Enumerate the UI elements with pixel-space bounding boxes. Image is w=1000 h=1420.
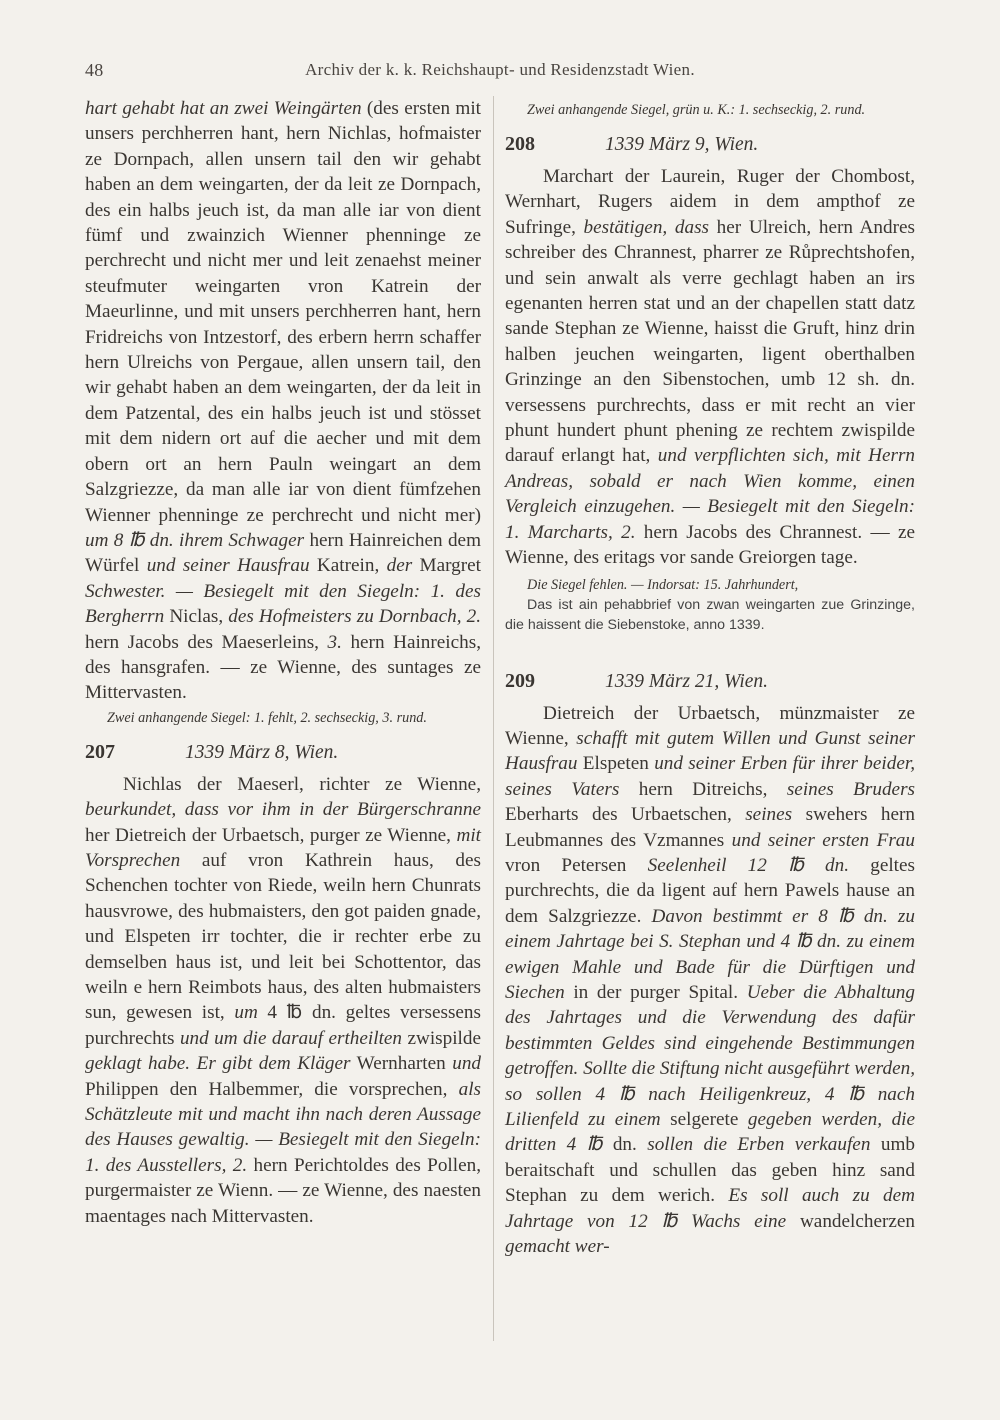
text-run: her Ulreich, hern Andres schreiber des Chrannest, pharrer ze Růprechtshofen, und sein anwalt als verre gechlagt haben an irs egenanten herren stat und an der chapellen statt datz sande Stephan ze Wienne, haisst die Gruft, hinz drin halben jeuchen weingarten, ligent oberthalben Grinzinge an den Sibenstochen, umb 12 sh. dn. versessens purchrechts, dass er mit recht an vier phunt hundert phunt phening ze rechtem zwispilde darauf erlangt hat,: [505, 216, 915, 467]
text-run: selgerete: [660, 1109, 748, 1130]
italic-run: gegeben werden, die dritten 4 ℔: [505, 1109, 916, 1156]
text-run: Dietreich der Urbaetsch, münzmaister ze Wienne,: [505, 702, 915, 749]
text-run: geltes purchrechts, die da ligent auf hern Pawels hause an dem Salzgriezze.: [505, 854, 915, 927]
text-run: wandelcherzen: [786, 1210, 915, 1232]
entry-number: 207: [85, 740, 115, 763]
entry-body-207: [85, 772, 481, 1229]
italic-run: Seelenheil 12 ℔ dn.: [647, 854, 849, 876]
italic-run: der: [386, 555, 413, 577]
italic-run: und seiner Hausfrau: [146, 555, 310, 577]
right-column: [505, 98, 915, 1259]
text-run: dn.: [602, 1134, 648, 1156]
text-run: 4 ℔ dn. geltes versessens purchrechts: [85, 1002, 481, 1049]
text-run: hern Ditreichs,: [619, 778, 787, 800]
text-run: Katrein,: [309, 555, 387, 577]
italic-run: um: [234, 1002, 258, 1024]
text-run: Margret: [412, 555, 481, 577]
italic-run: bestätigen, dass: [583, 216, 710, 238]
entry-date: 1339 März 9, Wien.: [605, 134, 759, 155]
italic-run: hart gehabt hat an zwei Weingärten: [85, 98, 362, 119]
italic-run: um 8 ℔ dn. ihrem Schwager: [85, 529, 305, 551]
text-run: Marchart der Laurein, Ruger der Chombost, Wernhart, Rugers aidem in dem ampthof ze Sufringe,: [505, 166, 915, 238]
entry-number: 209: [505, 669, 535, 692]
entry-date: 1339 März 21, Wien.: [605, 670, 769, 692]
text-run: zwispilde: [402, 1027, 481, 1049]
italic-run: und verpflichten sich, mit Herrn Andreas, sobald er nach Wien komme, einen Vergleich einzugehen. — Besiegelt mit den Siegeln: 1. Marcharts, 2.: [505, 445, 916, 543]
italic-run: Davon bestimmt er 8 ℔ dn. zu einem Jahrtage bei S. Stephan und 4 ℔ dn. zu einem ewigen Mahle und Bade für die Dürftigen und Siechen: [505, 905, 915, 1003]
italic-run: 3.: [327, 631, 342, 653]
text-run: (des ersten mit unsers perchherren hant, hern Nichlas, hofmaister ze Dornpach, allen unsern tail den wir gehabt haben an dem weingarten, der da leit ze Dornpach, des ein halbs jeuch ist, da man alle iar von dient fümf und zwainzich Wienner phenninge ze perchrecht und nicht mer und leit zenaehst meiner steufmuter weingarten vron Katrein der Maeurlinne, und mit unsers perchherren hant, hern Fridreichs von Intzestorf, des erbern herrn schaffer hern Ulreichs von Pergaue, allen unsern tail, den wir gehabt haben an dem weingarten, der da leit in dem Patzental, des ein halbs jeuch ist und stösset mit dem nidern ort auf die aecher und mit dem obern ort an hern Pauln weingart an dem Salzgriezze, da man alle iar von dient fümfzehen Wienner phenninge ze perchrecht und nicht mer): [85, 98, 481, 526]
text-run: Eberharts des Urbaetschen,: [505, 804, 746, 826]
left-column: [85, 96, 481, 1229]
text-run: Wernharten: [350, 1053, 453, 1075]
italic-run: und seiner ersten Frau: [731, 829, 915, 851]
seal-note: Zwei anhangende Siegel: 1. fehlt, 2. sechseckig, 3. rund.: [107, 709, 427, 726]
text-run: hern Perichtoldes des Pollen, purgermaister ze Wienn. — ze Wienne, des naesten maentages nach Mittervasten.: [85, 1154, 481, 1227]
italic-run: und: [452, 1053, 481, 1075]
italic-run: gemacht wer-: [505, 1236, 610, 1258]
seal-note: Die Siegel fehlen. — Indorsat: 15. Jahrhundert,: [527, 576, 799, 593]
page-number: 48: [85, 60, 104, 80]
italic-run: Es soll auch zu dem Jahrtage von 12 ℔ Wachs eine: [505, 1185, 915, 1232]
entry-number: 208: [505, 133, 535, 155]
italic-run: beurkundet, dass vor ihm in der Bürgerschranne: [85, 799, 481, 821]
italic-run: seines: [745, 804, 793, 826]
text-run: hern Hainreichs, des hansgrafen. — ze Wienne, des suntages ze Mittervasten.: [85, 631, 481, 704]
italic-run: geklagt habe. Er gibt dem Kläger: [85, 1053, 351, 1075]
intro-paragraph: [85, 96, 481, 706]
text-run: Philippen den Halbemmer, die vorsprechen,: [85, 1078, 459, 1100]
running-title: Archiv der k. k. Reichshaupt- und Residenzstadt Wien.: [305, 60, 695, 79]
entry-heading-207: [85, 740, 481, 766]
entry-body-208: [505, 164, 915, 571]
italic-run: sollen die Erben verkaufen: [647, 1134, 871, 1156]
italic-run: Schwester. — Besiegelt mit den Siegeln: 1. des Bergherrn: [85, 580, 481, 628]
text-run: Niclas,: [164, 606, 229, 628]
italic-run: und seiner Erben für ihrer beider, seines Vaters: [505, 753, 915, 800]
text-run: hern Jacobs des Maeserleins,: [85, 631, 328, 653]
italic-run: und um die darauf ertheilten: [179, 1027, 403, 1049]
text-run: her Dietreich der Urbaetsch, purger ze Wienne,: [85, 824, 457, 846]
page-header: [85, 58, 915, 86]
text-run: in der purger Spital.: [564, 981, 747, 1003]
text-run: auf vron Kathrein haus, des Schenchen tochter von Riede, weiln hern Chunrats hausvrowe, des hubmaisters, den got paiden gnade, und Elspeten irr tochter, die ir rechter erbe zu demselben haus ist, und leit bei Schottentor, das weiln e hern Reimbots haus, des alten hubmaisters sun, gewesen ist,: [85, 849, 481, 1024]
entry-heading-209: [505, 669, 915, 695]
entry-heading-208: [505, 132, 915, 158]
text-run: vron Petersen: [505, 854, 648, 876]
text-run: hern Hainreichen dem Würfel: [85, 529, 481, 577]
text-run: umb beraitschaft und schullen das geben hinz sand Stephan zu dem werich.: [505, 1134, 915, 1207]
seal-note: Zwei anhangende Siegel, grün u. K.: 1. sechseckig, 2. rund.: [527, 102, 866, 118]
italic-run: seines Bruders: [786, 778, 915, 800]
entry-date: 1339 März 8, Wien.: [185, 741, 339, 763]
italic-run: des Hofmeisters zu Dornbach, 2.: [228, 606, 481, 628]
text-run: Elspeten: [577, 753, 655, 775]
indorsat-note: Das ist ain pehabbrief von zwan weingarten zue Grinzinge, die haissent die Siebenstoke, anno 1339.: [505, 596, 915, 633]
column-divider: [493, 96, 494, 1341]
text-run: hern Jacobs des Chrannest. — ze Wienne, des eritags vor sande Greiorgen tage.: [505, 521, 915, 569]
italic-run: Ueber die Abhaltung des Jahrtages und die Verwendung des dafür bestimmten Geldes sind eingehende Bestimmungen getroffen. Sollte die Stiftung nicht ausgeführt werden, so sollen 4 ℔ nach Heiligenkreuz, 4 ℔ nach Lilienfeld zu einem: [505, 981, 915, 1130]
italic-run: schafft mit gutem Willen und Gunst seiner Hausfrau: [505, 727, 915, 775]
italic-run: mit Vorsprechen: [85, 824, 481, 871]
text-run: Nichlas der Maeserl, richter ze Wienne,: [123, 773, 481, 795]
entry-body-209: [505, 701, 915, 1260]
text-run: swehers hern Leubmannes des Vzmannes: [505, 804, 915, 851]
italic-run: als Schätzleute mit und macht ihn nach deren Aussage des Hauses gewaltig. — Besiegelt mit den Siegeln: 1. des Ausstellers, 2.: [85, 1078, 481, 1176]
